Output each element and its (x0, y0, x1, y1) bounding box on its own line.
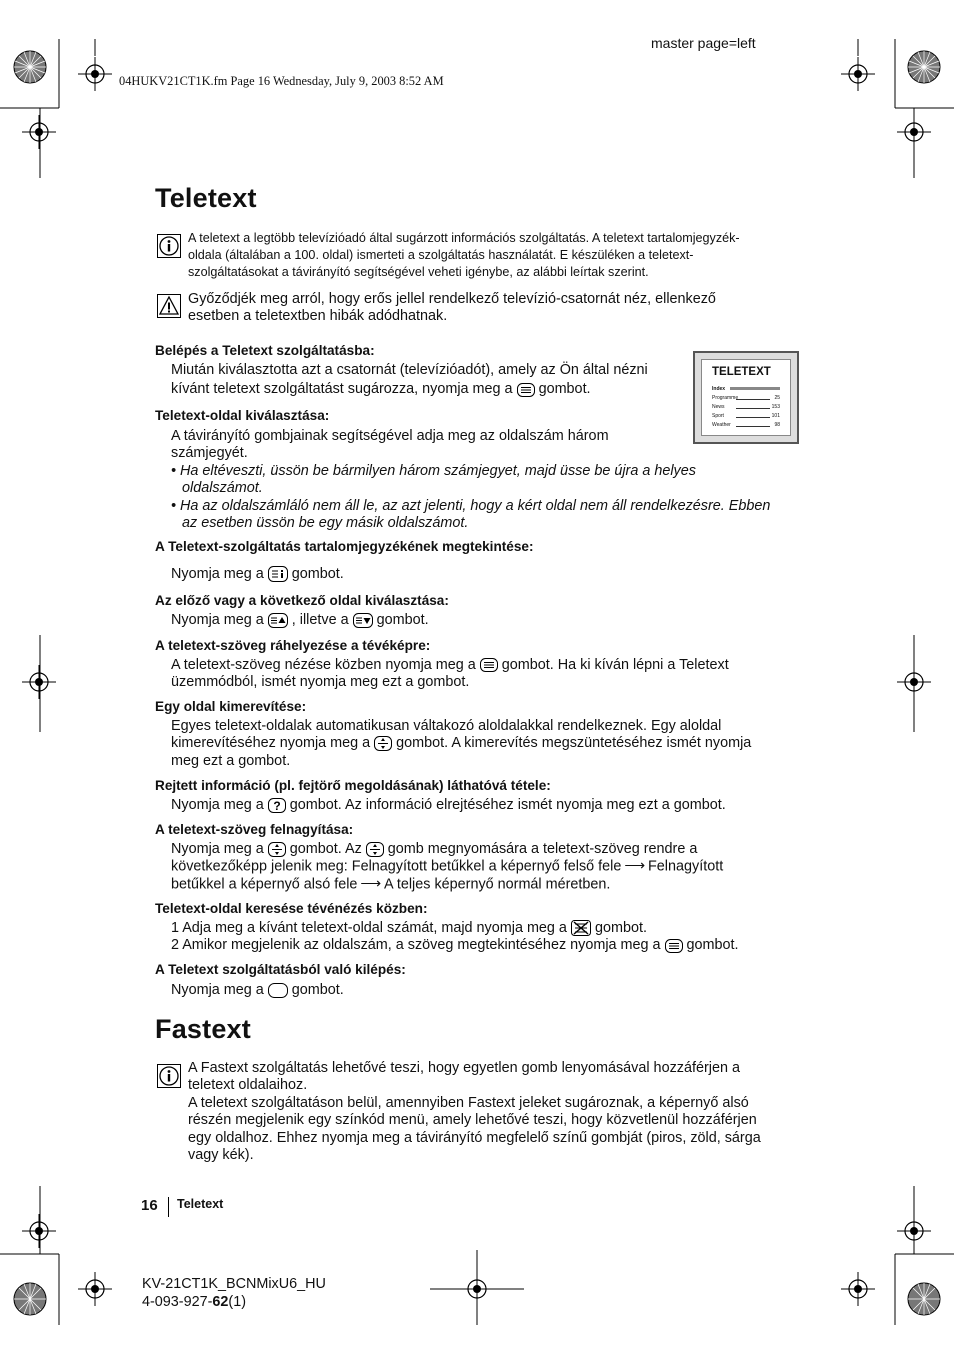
teletext-screen-row: Programme 25 (712, 395, 780, 401)
section-heading: A teletext-szöveg felnagyítása: (155, 822, 354, 837)
page-down-button-icon (353, 613, 373, 628)
section-heading: Egy oldal kimerevítése: (155, 699, 307, 714)
info-icon (157, 234, 181, 258)
teletext-screen-row: Index (712, 386, 780, 392)
page-number: 16 (141, 1197, 158, 1214)
teletext-screen-title: TELETEXT (712, 366, 771, 378)
reveal-button-icon (268, 798, 286, 813)
warning-note-line: Győződjék meg arról, hogy erős jellel rendelkező televízió-csatornát néz, ellenkező (188, 291, 716, 307)
page-up-button-icon (268, 613, 288, 628)
teletext-button-icon (480, 658, 498, 672)
section-body: Nyomja meg a gombot. (171, 566, 344, 582)
teletext-button-icon (517, 383, 535, 397)
info-note-line: oldala (általában a 100. oldal) ismerteti a szolgáltatás használatát. E készüléken a teletext- (188, 248, 694, 262)
section-body: Nyomja meg a ? gombot. Az információ elrejtéséhez ismét nyomja meg ezt a gombot. (171, 797, 726, 813)
section-body: 1 Adja meg a kívánt teletext-oldal számát, majd nyomja meg a gombot. 2 Amikor megjelenik az oldalszám, a szöveg megtekintéséhez nyomja meg a gombot. (171, 920, 739, 954)
info-note-line: A teletext a legtöbb televízióadó által sugárzott információs szolgáltatás. A teletext tartalomjegyzék- (188, 231, 740, 245)
section-body: Nyomja meg a gombot. (171, 982, 344, 998)
section-title: Fastext (155, 1014, 251, 1044)
index-button-icon (268, 566, 288, 582)
section-heading: Belépés a Teletext szolgáltatásba: (155, 343, 375, 358)
section-heading: Az előző vagy a következő oldal kiválasztása: (155, 593, 449, 608)
section-body: Nyomja meg a , illetve a gombot. (171, 612, 429, 628)
part-number: 4-093-927-62(1) (142, 1294, 247, 1310)
section-heading: A Teletext szolgáltatásból való kilépés: (155, 962, 406, 977)
section-heading: A Teletext-szolgáltatás tartalomjegyzékének megtekintése: (155, 539, 534, 554)
cancel-button-icon (571, 920, 591, 936)
footer-section: Teletext (177, 1197, 224, 1211)
enlarge-button-icon (366, 842, 384, 857)
tv-button-icon (268, 983, 288, 998)
svg-text:?: ? (273, 798, 281, 813)
teletext-screen-row: News 153 (712, 404, 780, 410)
warning-icon (157, 294, 181, 318)
arrow-right-icon: ⟶ (360, 876, 382, 893)
warning-note-line: esetben a teletextben hibák adódhatnak. (188, 308, 448, 325)
section-body: Egyes teletext-oldalak automatikusan váltakozó aloldalakkal rendelkeznek. Egy aloldal kimerevítéséhez nyomja meg a gombot. A kimerevítés megszüntetéséhez ismét nyomja meg ezt a gombot. (171, 718, 752, 769)
info-icon (157, 1064, 181, 1088)
section-heading: Teletext-oldal keresése tévénézés közben: (155, 901, 428, 916)
hold-button-icon (374, 736, 392, 751)
fastext-body: A Fastext szolgáltatás lehetővé teszi, hogy egyetlen gomb lenyomásával hozzáférjen a teletext oldalaihoz. A teletext szolgáltatáson belül, amennyiben Fastext jeleket sugároznak, a képernyő alsó részén megjelenik egy színkód menü, amely lehetővé teszi, hogy közvetlenül hozzáférjen egy oldalhoz. Ehhez nyomja meg a távirányító megfelelő színű gombját (piros, zöld, sárga vagy kék). (188, 1060, 761, 1164)
section-body: Miután kiválasztotta azt a csatornát (televízióadót), amely az Ön által nézni kívánt teletext szolgáltatást sugározza, nyomja meg a gombot. (171, 362, 648, 398)
section-body: A teletext-szöveg nézése közben nyomja meg a gombot. Ha ki kíván lépni a Teletext üzemmódból, ismét nyomja meg ezt a gombot. (171, 657, 729, 691)
model-code: KV-21CT1K_BCNMixU6_HU (142, 1276, 326, 1292)
info-note (188, 230, 808, 281)
arrow-right-icon: ⟶ (624, 858, 646, 875)
warning-note (188, 291, 808, 326)
teletext-screen (701, 359, 791, 436)
file-info: 04HUKV21CT1K.fm Page 16 Wednesday, July 9, 2003 8:52 AM (119, 74, 444, 88)
info-note-line: szolgáltatásokat a távirányító segítségével veheti igénybe, az alábbi leírtak szerint. (188, 265, 649, 279)
enlarge-button-icon (268, 842, 286, 857)
section-body: A távirányító gombjainak segítségével adja meg az oldalszám három számjegyét. • Ha eltéveszti, üssön be bármilyen három számjegyet, majd üsse be újra a helyes oldalszámot. • Ha az oldalszámláló nem áll le, az azt jelenti, hogy a kért oldal nem áll rendelkezésre. Ebben az esetben üssön be egy másik oldalszámot. (171, 428, 771, 532)
section-heading: Teletext-oldal kiválasztása: (155, 408, 330, 423)
master-page-label: master page=left (651, 35, 756, 51)
page-title: Teletext (155, 183, 257, 213)
section-heading: Rejtett információ (pl. fejtörő megoldásának) láthatóvá tétele: (155, 778, 551, 793)
section-body: Nyomja meg a gombot. Az gomb megnyomására a teletext-szöveg rendre a következőképp jelenik meg: Felnagyított betűkkel a képernyő felső fele ⟶ Felnagyított betűkkel a képernyő alsó fele ⟶ A teljes képernyő normál méretben. (171, 841, 724, 893)
section-heading: A teletext-szöveg ráhelyezése a tévéképre: (155, 638, 431, 653)
teletext-screen-row: Sport 101 (712, 413, 780, 419)
teletext-button-icon (665, 939, 683, 953)
teletext-screen-row: Weather 98 (712, 422, 780, 428)
footer-divider (168, 1197, 169, 1217)
